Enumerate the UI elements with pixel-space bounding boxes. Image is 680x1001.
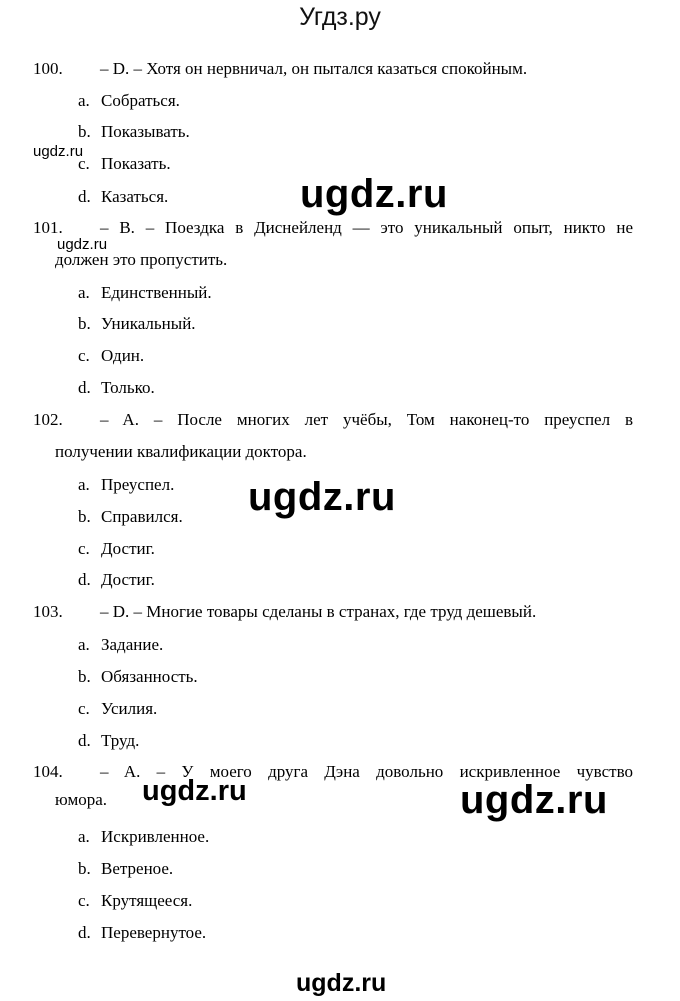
question-text: – D. – Многие товары сделаны в странах, где труд дешевый. [100,602,537,621]
question-103 [33,596,633,628]
watermark-large: ugdz.ru [460,778,608,822]
question-102 [33,404,633,468]
option-b: b. Ветреное. [78,859,174,878]
option-d: d. Только. [78,378,155,397]
option-c: c. Достиг. [78,539,155,558]
option-a: a. Преуспел. [78,475,175,494]
question-text-continued: юмора. [55,790,108,809]
option-d: d. Труд. [78,731,140,750]
option-c: c. Показать. [78,154,171,173]
option-d: d. Достиг. [78,570,155,589]
option-b: b. Справился. [78,507,183,526]
question-text: – D. – Хотя он нервничал, он пытался казаться спокойным. [100,59,528,78]
question-number: 102. [33,410,63,429]
question-101 [33,212,633,276]
option-b: b. Обязанность. [78,667,198,686]
question-text-continued: получении квалификации доктора. [55,442,307,461]
watermark-small: ugdz.ru [57,236,108,253]
question-number: 103. [33,602,63,621]
question-text-continued: должен это пропустить. [55,250,228,269]
question-number: 101. [33,218,63,237]
option-c: c. Один. [78,346,145,365]
option-b: b. Показывать. [78,122,190,141]
option-d: d. Перевернутое. [78,923,207,942]
option-a: a. Единственный. [78,283,212,302]
question-number: 100. [33,59,63,78]
watermark-large: ugdz.ru [300,172,448,216]
question-number: 104. [33,762,63,781]
question-text: – A. – У моего друга Дэна довольно искривленное чувство [100,762,633,781]
option-a: a. Собраться. [78,91,180,110]
site-title: Угдз.ру [299,3,381,31]
question-100 [33,53,633,85]
option-b: b. Уникальный. [78,314,196,333]
footer-watermark: ugdz.ru [296,969,387,997]
option-a: a. Искривленное. [78,827,210,846]
watermark-large: ugdz.ru [248,475,396,519]
option-c: c. Крутящееся. [78,891,193,910]
question-text: – B. – Поездка в Диснейленд — это уникальный опыт, никто не [100,218,633,237]
option-d: d. Казаться. [78,187,169,206]
watermark-medium: ugdz.ru [142,775,247,807]
option-c: c. Усилия. [78,699,158,718]
watermark-small: ugdz.ru [33,143,84,160]
question-text: – A. – После многих лет учёбы, Том наконец-то преуспел в [100,410,633,429]
option-a: a. Задание. [78,635,164,654]
